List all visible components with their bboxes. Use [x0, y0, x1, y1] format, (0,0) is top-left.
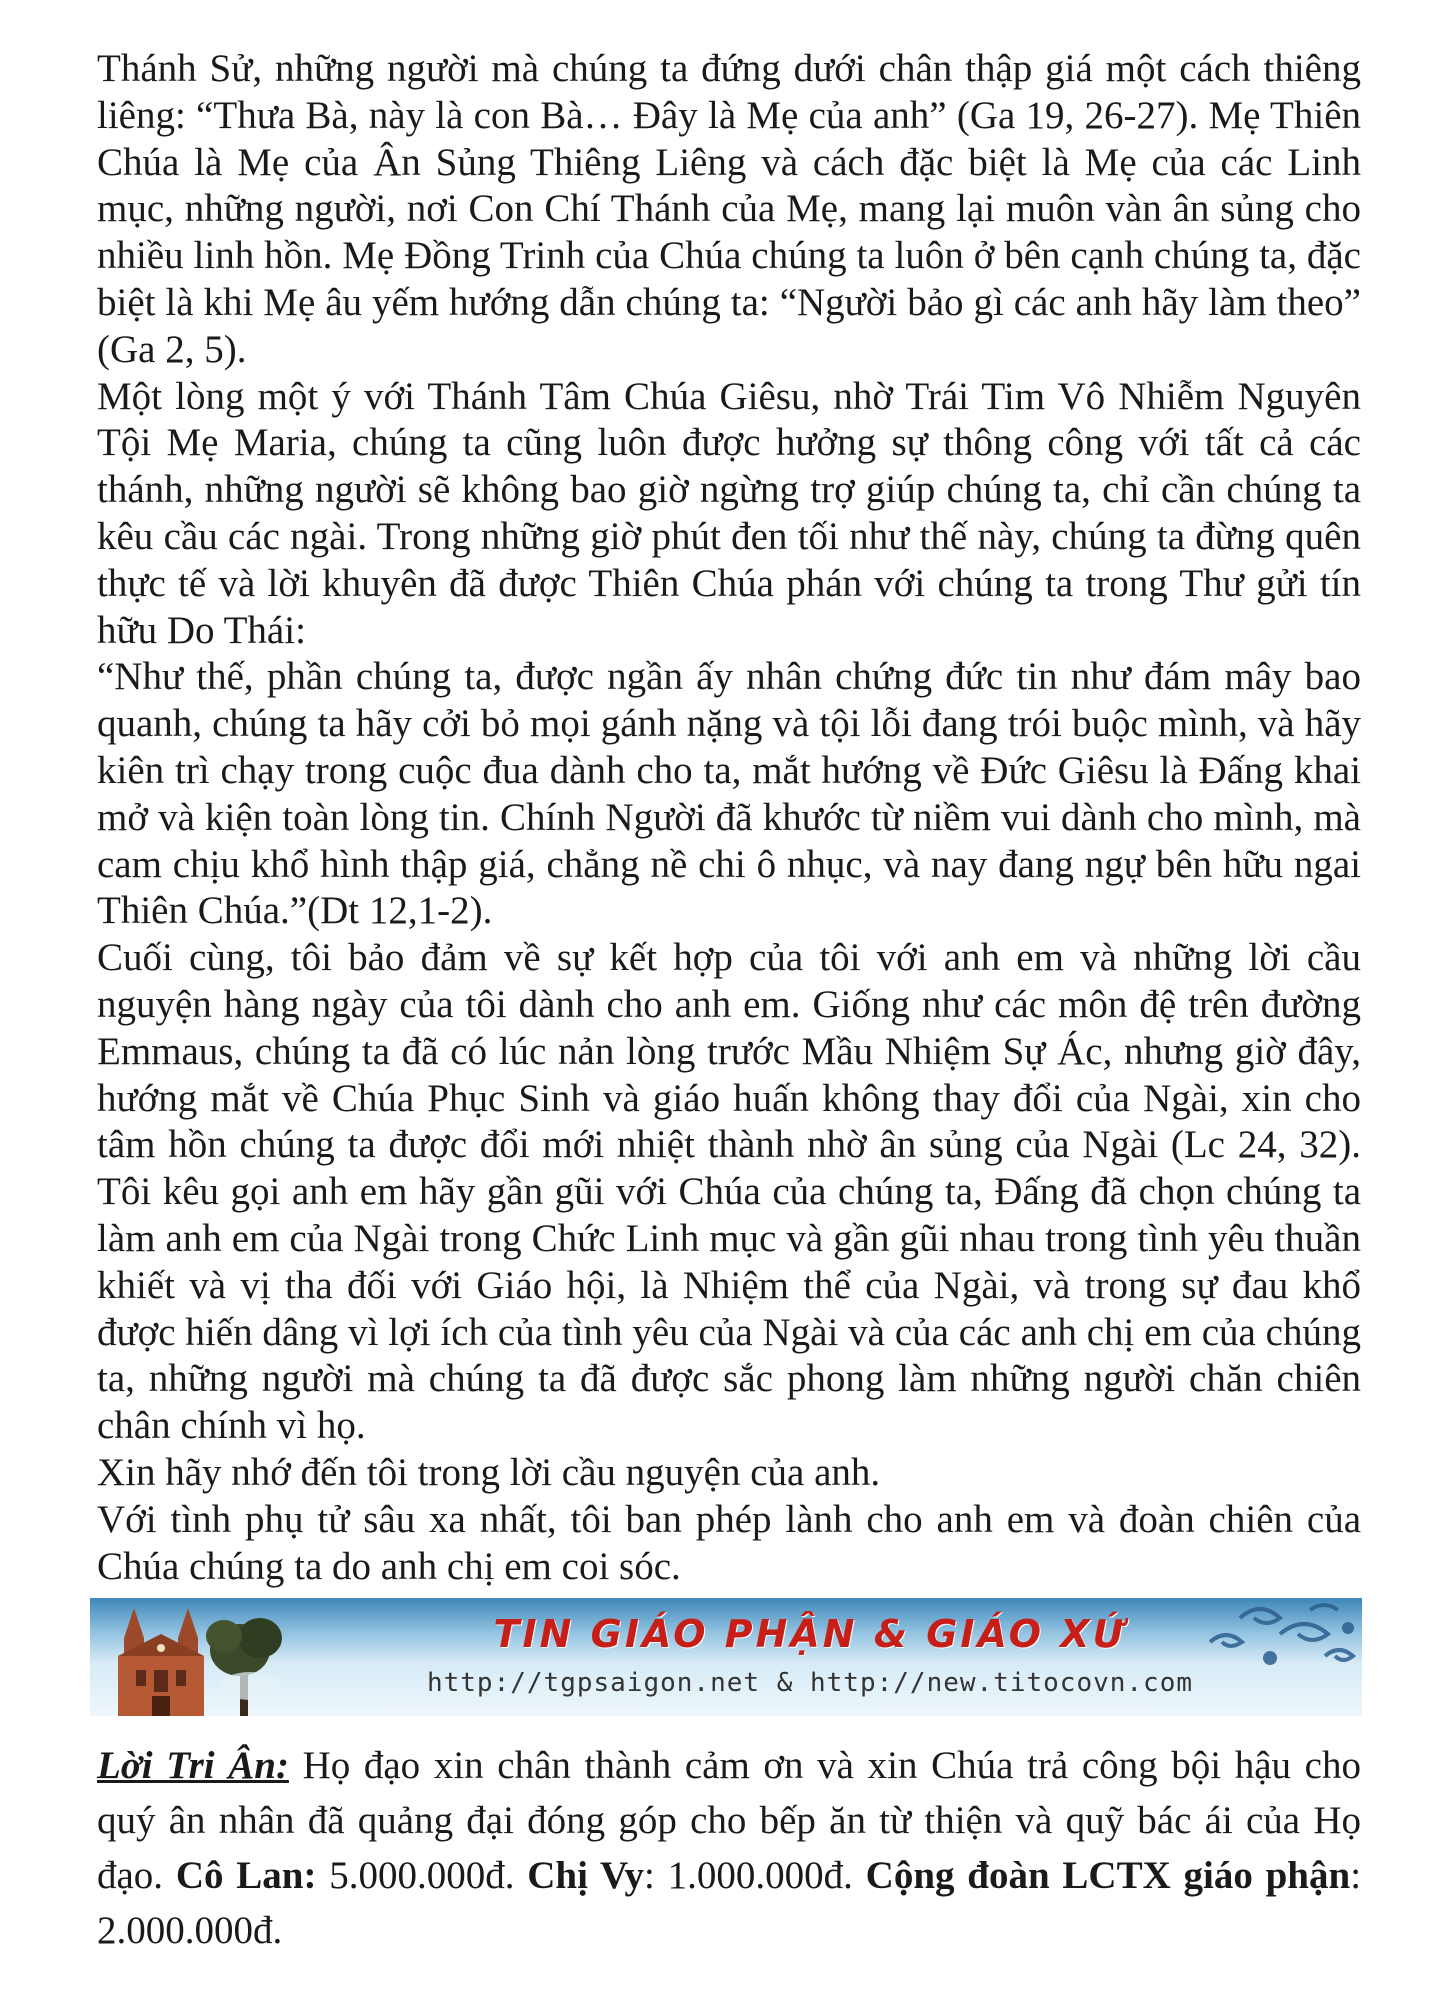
donor-amount: 5.000.000đ.	[316, 1854, 528, 1897]
banner-title: TIN GIÁO PHẬN & GIÁO XỨ	[493, 1612, 1127, 1656]
news-banner	[90, 1598, 1362, 1716]
donor-name: Cộng đoàn LCTX giáo phận	[865, 1854, 1351, 1897]
donor-name: Cô Lan:	[175, 1854, 317, 1897]
thanks-heading: Lời Tri Ân:	[97, 1744, 289, 1787]
tree-icon	[206, 1618, 282, 1716]
banner-urls[interactable]: http://tgpsaigon.net & http://new.titocovn.com	[426, 1668, 1194, 1698]
paragraph: Với tình phụ tử sâu xa nhất, tôi ban phép lành cho anh em và đoàn chiên của Chúa chúng ta do anh chị em coi sóc.	[97, 1497, 1361, 1588]
paragraph: Thánh Sử, những người mà chúng ta đứng dưới chân thập giá một cách thiêng liêng: “Thưa Bà, này là con Bà… Đây là Mẹ của anh” (Ga 19, 26-27). Mẹ Thiên Chúa là Mẹ của Ân Sủng Thiêng Liêng và cách đặc biệt là Mẹ của các Linh mục, những người, nơi Con Chí Thánh của Mẹ, mang lại muôn vàn ân sủng cho nhiều linh hồn. Mẹ Đồng Trinh của Chúa chúng ta luôn ở bên cạnh chúng ta, đặc biệt là khi Mẹ âu yếm hướng dẫn chúng ta: “Người bảo gì các anh hãy làm theo” (Ga 2, 5).	[97, 47, 1361, 371]
donor-amount: : 1.000.000đ.	[644, 1854, 866, 1897]
donor-amount: : 2.000.000đ.	[97, 1854, 1362, 1952]
paragraph: Một lòng một ý với Thánh Tâm Chúa Giêsu, nhờ Trái Tim Vô Nhiễm Nguyên Tội Mẹ Maria, chúng ta cũng luôn được hưởng sự thông công với tất cả các thánh, những người sẽ không bao giờ ngừng trợ giúp chúng ta, chỉ cần chúng ta kêu cầu các ngài. Trong những giờ phút đen tối như thế này, chúng ta đừng quên thực tế và lời khuyên đã được Thiên Chúa phán với chúng ta trong Thư gửi tín hữu Do Thái:	[97, 374, 1361, 652]
cathedral-icon	[118, 1608, 204, 1716]
thanks-intro: Họ đạo xin chân thành cảm ơn và xin Chúa trả công bội hậu cho quý ân nhân đã quảng đại đóng góp cho bếp ăn từ thiện và quỹ bác ái của Họ đạo.	[97, 1744, 1361, 1897]
paragraph: Cuối cùng, tôi bảo đảm về sự kết hợp của tôi với anh em và những lời cầu nguyện hàng ngày của tôi dành cho anh em. Giống như các môn đệ trên đường Emmaus, chúng ta đã có lúc nản lòng trước Mầu Nhiệm Sự Ác, nhưng giờ đây, hướng mắt về Chúa Phục Sinh và giáo huấn không thay đổi của Ngài, xin cho tâm hồn chúng ta được đổi mới nhiệt thành nhờ ân sủng của Ngài (Lc 24, 32). Tôi kêu gọi anh em hãy gần gũi với Chúa của chúng ta, Đấng đã chọn chúng ta làm anh em của Ngài trong Chức Linh mục và gần gũi nhau trong tình yêu thuần khiết và vị tha đối với Giáo hội, là Nhiệm thể của Ngài, và trong sự đau khổ được hiến dâng vì lợi ích của tình yêu của Ngài và của các anh chị em của chúng ta, những người mà chúng ta đã được sắc phong làm những người chăn chiên chân chính vì họ.	[97, 936, 1361, 1448]
thanks-section	[97, 1738, 1361, 1958]
letter-body	[97, 46, 1361, 1590]
paragraph: Xin hãy nhớ đến tôi trong lời cầu nguyện của anh.	[97, 1450, 881, 1494]
paragraph: “Như thế, phần chúng ta, được ngần ấy nhân chứng đức tin như đám mây bao quanh, chúng ta hãy cởi bỏ mọi gánh nặng và tội lỗi đang trói buộc mình, và hãy kiên trì chạy trong cuộc đua dành cho ta, mắt hướng về Đức Giêsu là Đấng khai mở và kiện toàn lòng tin. Chính Người đã khước từ niềm vui dành cho mình, mà cam chịu khổ hình thập giá, chẳng nề chi ô nhục, và nay đang ngự bên hữu ngai Thiên Chúa.”(Dt 12,1-2).	[97, 655, 1361, 933]
donor-name: Chị Vy	[527, 1854, 645, 1897]
